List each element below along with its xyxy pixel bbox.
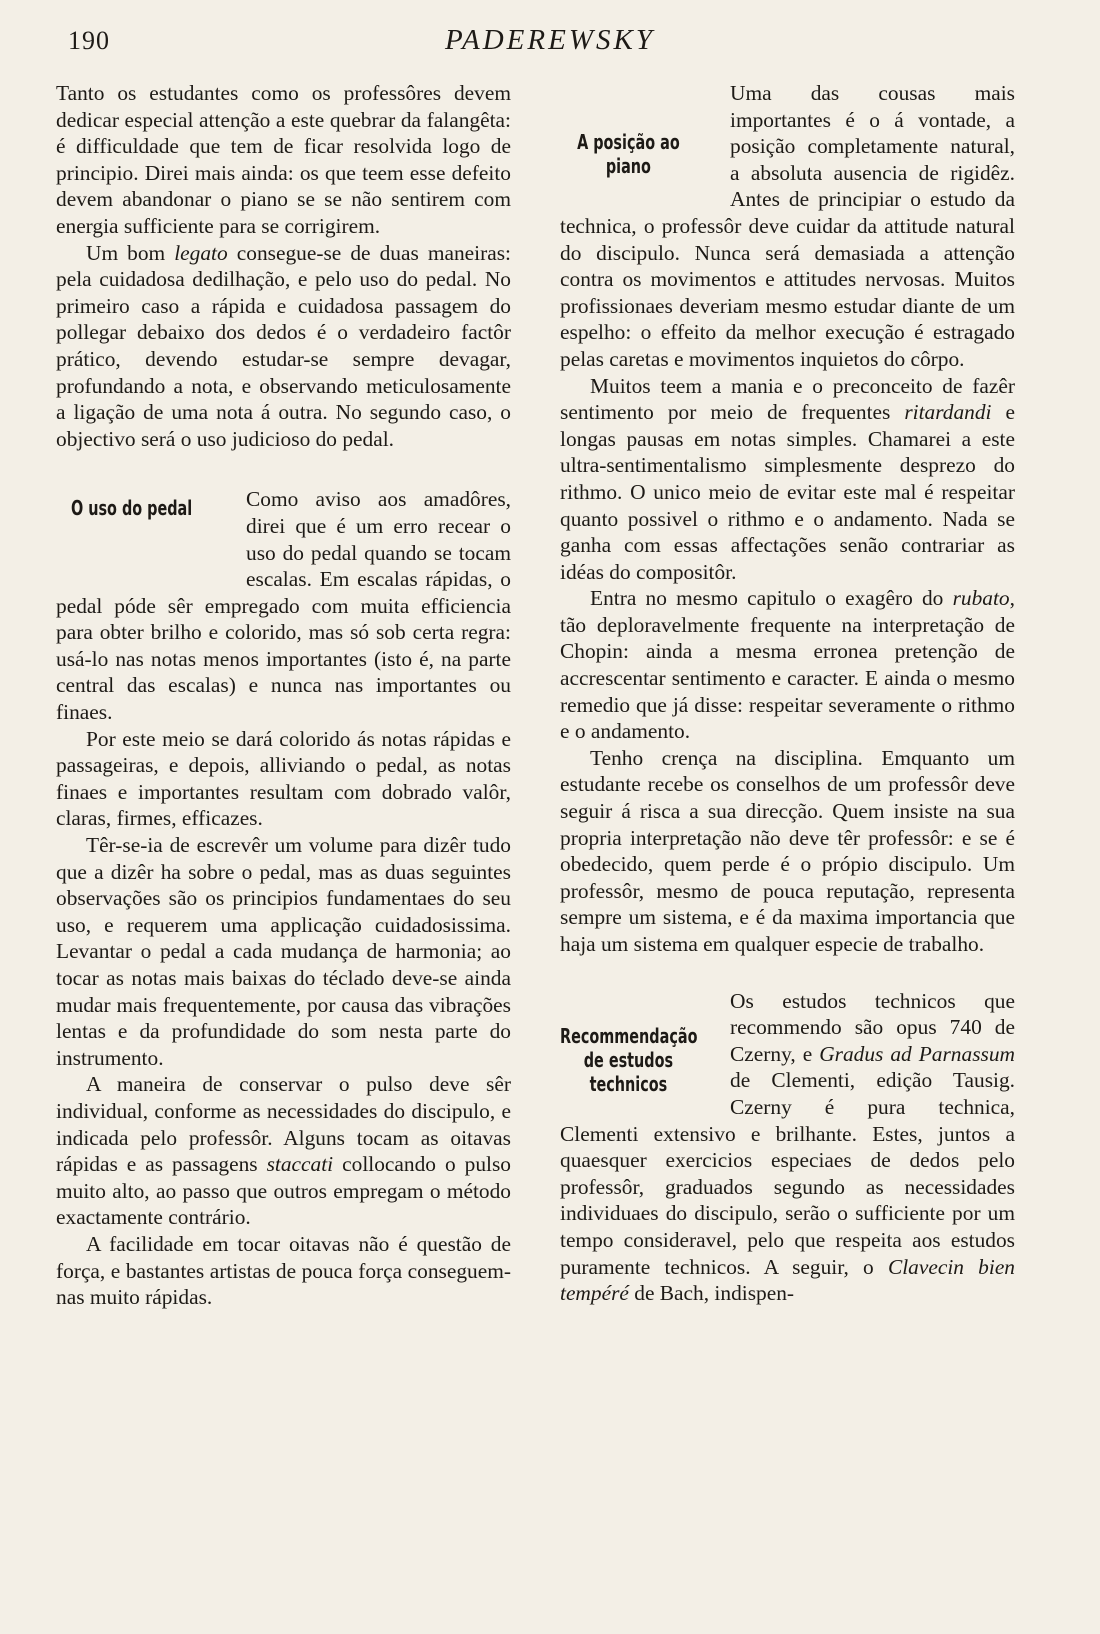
italic-term: Clavecin bien tempéré xyxy=(560,1254,1016,1306)
italic-term: legato xyxy=(174,240,228,265)
paragraph: Tanto os estudantes como os professôres devem dedicar especial attenção a este quebrar da falangêta: é difficuldade que tem de ficar resolvida logo de principio. Direi mais ainda: os que teem esse defeito devem abandonar o piano se se não sentirem com energia sufficiente para se corrigirem. xyxy=(56,81,511,238)
paragraph: Por este meio se dará colorido ás notas rápidas e passageiras, e depois, alliviando o pedal, as notas finaes e importantes resultam com dobrado valôr, claras, firmes, efficazes. xyxy=(56,726,511,831)
paragraph: Os estudos technicos que recommendo são opus 740 de Czerny, e Gradus ad Parnassum de Clementi, edição Tausig. Czerny é pura technica, Clementi extensivo e brilhante. Estes, juntos a quaesquer exercicios especiaes de dedos pelo professôr, graduados segundo as necessidades individuaes do discipulo, serão o sufficiente por um tempo consideravel, pelo que respeita aos estudos puramente technicos. A seguir, o Clavecin bien tempéré de Bach, indispen- xyxy=(560,988,1016,1306)
italic-term: Gradus ad Parnassum xyxy=(819,1041,1015,1066)
right-column xyxy=(560,80,1015,1307)
paragraph: Muitos teem a mania e o preconceito de fazêr sentimento por meio de frequentes ritardandi e longas pausas em notas simples. Chamarei a este ultra-sentimentalismo simplesmente desprezo do rithmo. O unico meio de evitar este mal é respeitar quanto possivel o rithmo e o andamento. Nada se ganha com essas affectações senão contrariar as idéas do compositôr. xyxy=(560,373,1015,584)
section-heading-estudos: Recommendação de estudos technicos xyxy=(560,1023,698,1096)
paragraph: Como aviso aos amadôres, direi que é um erro recear o uso do pedal quando se tocam escalas. Em escalas rápidas, o pedal póde sêr empregado com muita efficiencia para obter brilho e colorido, mas só sob certa regra: usá-lo nas notas menos importantes (isto é, na parte central das escalas) e nunca nas importantes ou finaes. xyxy=(56,487,511,725)
page-number: 190 xyxy=(68,26,110,55)
italic-term: rubato xyxy=(952,586,1010,611)
section-heading-piano: A posição ao piano xyxy=(577,130,680,178)
italic-term: staccati xyxy=(266,1152,334,1177)
paragraph: Um bom legato consegue-se de duas maneiras: pela cuidadosa dedilhação, e pelo uso do pedal. No primeiro caso a rápida e cuidadosa passagem do pollegar debaixo dos dedos é o verdadeiro factôr prático, devendo estudar-se sempre devagar, profundando a nota, e observando meticulosamente a ligação de uma nota á outra. No segundo caso, o objectivo será o uso judicioso do pedal. xyxy=(56,240,511,451)
italic-term: ritardandi xyxy=(904,400,992,425)
paragraph: A facilidade em tocar oitavas não é questão de força, e bastantes artistas de pouca força conseguem-nas muito rápidas. xyxy=(56,1231,511,1310)
left-column xyxy=(56,80,511,1311)
paragraph: A maneira de conservar o pulso deve sêr individual, conforme as necessidades do discipulo, e indicada pelo professôr. Alguns tocam as oitavas rápidas e as passagens staccati collocando o pulso muito alto, ao passo que outros empregam o método exactamente contrário. xyxy=(56,1072,512,1230)
running-title: PADEREWSKY xyxy=(445,24,655,56)
section-heading-pedal: O uso do pedal xyxy=(70,496,193,521)
paragraph: Têr-se-ia de escrevêr um volume para dizêr tudo que a dizêr ha sobre o pedal, mas as duas seguintes observações são os principios fundamentaes do seu uso, e requerem uma applicação cuidadosissima. Levantar o pedal a cada mudança de harmonia; ao tocar as notas mais baixas do téclado deve-se ainda mudar mais frequentemente, por causa das vibrações lentas e da profundidade do som nesta parte do instrumento. xyxy=(56,833,511,1070)
paragraph: Entra no mesmo capitulo o exagêro do rubato, tão deploravelmente frequente na interpretação de Chopin: ainda a mesma erronea pretenção de accrescentar sentimento e caracter. E ainda o mesmo remedio que já disse: respeitar severamente o rithmo e o andamento. xyxy=(560,586,1015,744)
paragraph: Tenho crença na disciplina. Emquanto um estudante recebe os conselhos de um professôr deve seguir á risca a sua direcção. Quem insiste na sua propria interpretação não deve têr professôr: e se é obedecido, quem perde é o própio discipulo. Um professôr, mesmo de pouca reputação, representa sempre um sistema, e é da maxima importancia que haja um sistema em qualquer especie de trabalho. xyxy=(560,745,1015,956)
paragraph: Uma das cousas mais importantes é o á vontade, a posição completamente natural, a absoluta ausencia de rigidêz. Antes de principiar o estudo da technica, o professôr deve cuidar da attitude natural do discipulo. Nunca será demasiada a attenção contra os movimentos e attitudes nervosas. Muitos profissionaes deveriam mesmo estudar diante de um espelho: o effeito da melhor execução é estragado pelas caretas e movimentos inquietos do côrpo. xyxy=(560,81,1015,371)
